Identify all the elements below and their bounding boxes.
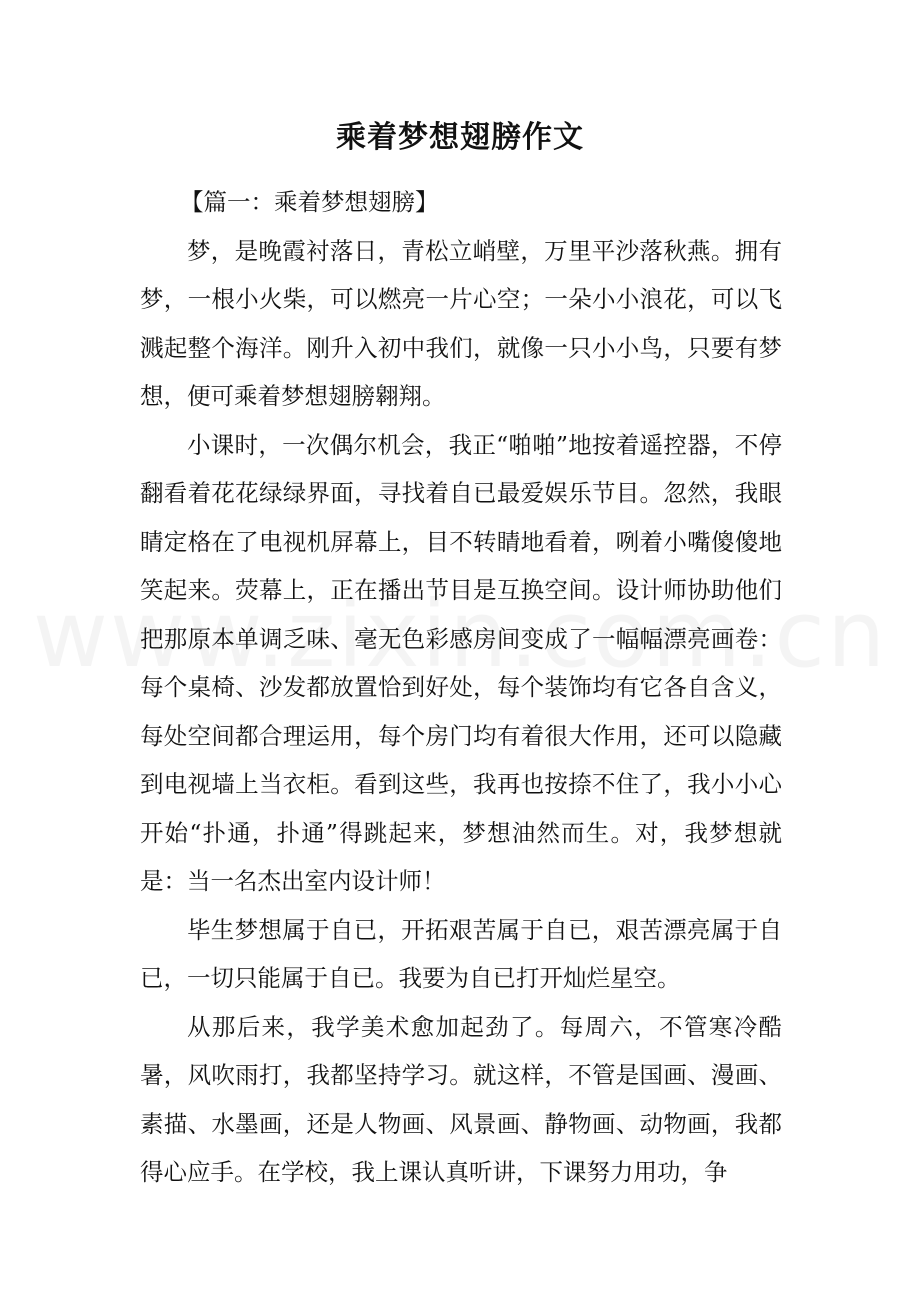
paragraph-3: 毕生梦想属于自已，开拓艰苦属于自已，艰苦漂亮属于自已，一切只能属于自已。我要为自已打开灿烂星空。 [140, 915, 782, 992]
paragraph-1: 梦，是晚霞衬落日，青松立峭壁，万里平沙落秋燕。拥有梦，一根小火柴，可以燃亮一片心空；一朵小小浪花，可以飞溅起整个海洋。刚升入初中我们，就像一只小小鸟，只要有梦想，便可乘着梦想翅膀翱翔。 [140, 236, 782, 410]
paragraph-4: 从那后来，我学美术愈加起劲了。每周六，不管寒冷酷暑，风吹雨打，我都坚持学习。就这样，不管是国画、漫画、素描、水墨画，还是人物画、风景画、静物画、动物画，我都得心应手。在学校，我上课认真听讲，下课努力用功，争 [140, 1012, 782, 1186]
section-heading: 【篇一：乘着梦想翅膀】 [180, 188, 439, 216]
document-title: 乘着梦想翅膀作文 [336, 120, 584, 155]
paragraph-2: 小课时，一次偶尔机会，我正“啪啪”地按着遥控器，不停翻看着花花绿绿界面，寻找着自已最爱娱乐节目。忽然，我眼睛定格在了电视机屏幕上，目不转睛地看着，咧着小嘴傻傻地笑起来。荧幕上，正在播出节目是互换空间。设计师协助他们把那原本单调乏味、毫无色彩感房间变成了一幅幅漂亮画卷：每个桌椅、沙发都放置恰到好处，每个装饰均有它各自含义，每处空间都合理运用，每个房门均有着很大作用，还可以隐藏到电视墙上当衣柜。看到这些，我再也按捺不住了，我小小心开始“扑通，扑通”得跳起来，梦想油然而生。对，我梦想就是：当一名杰出室内设计师！ [140, 430, 782, 895]
document-body [140, 178, 782, 1197]
